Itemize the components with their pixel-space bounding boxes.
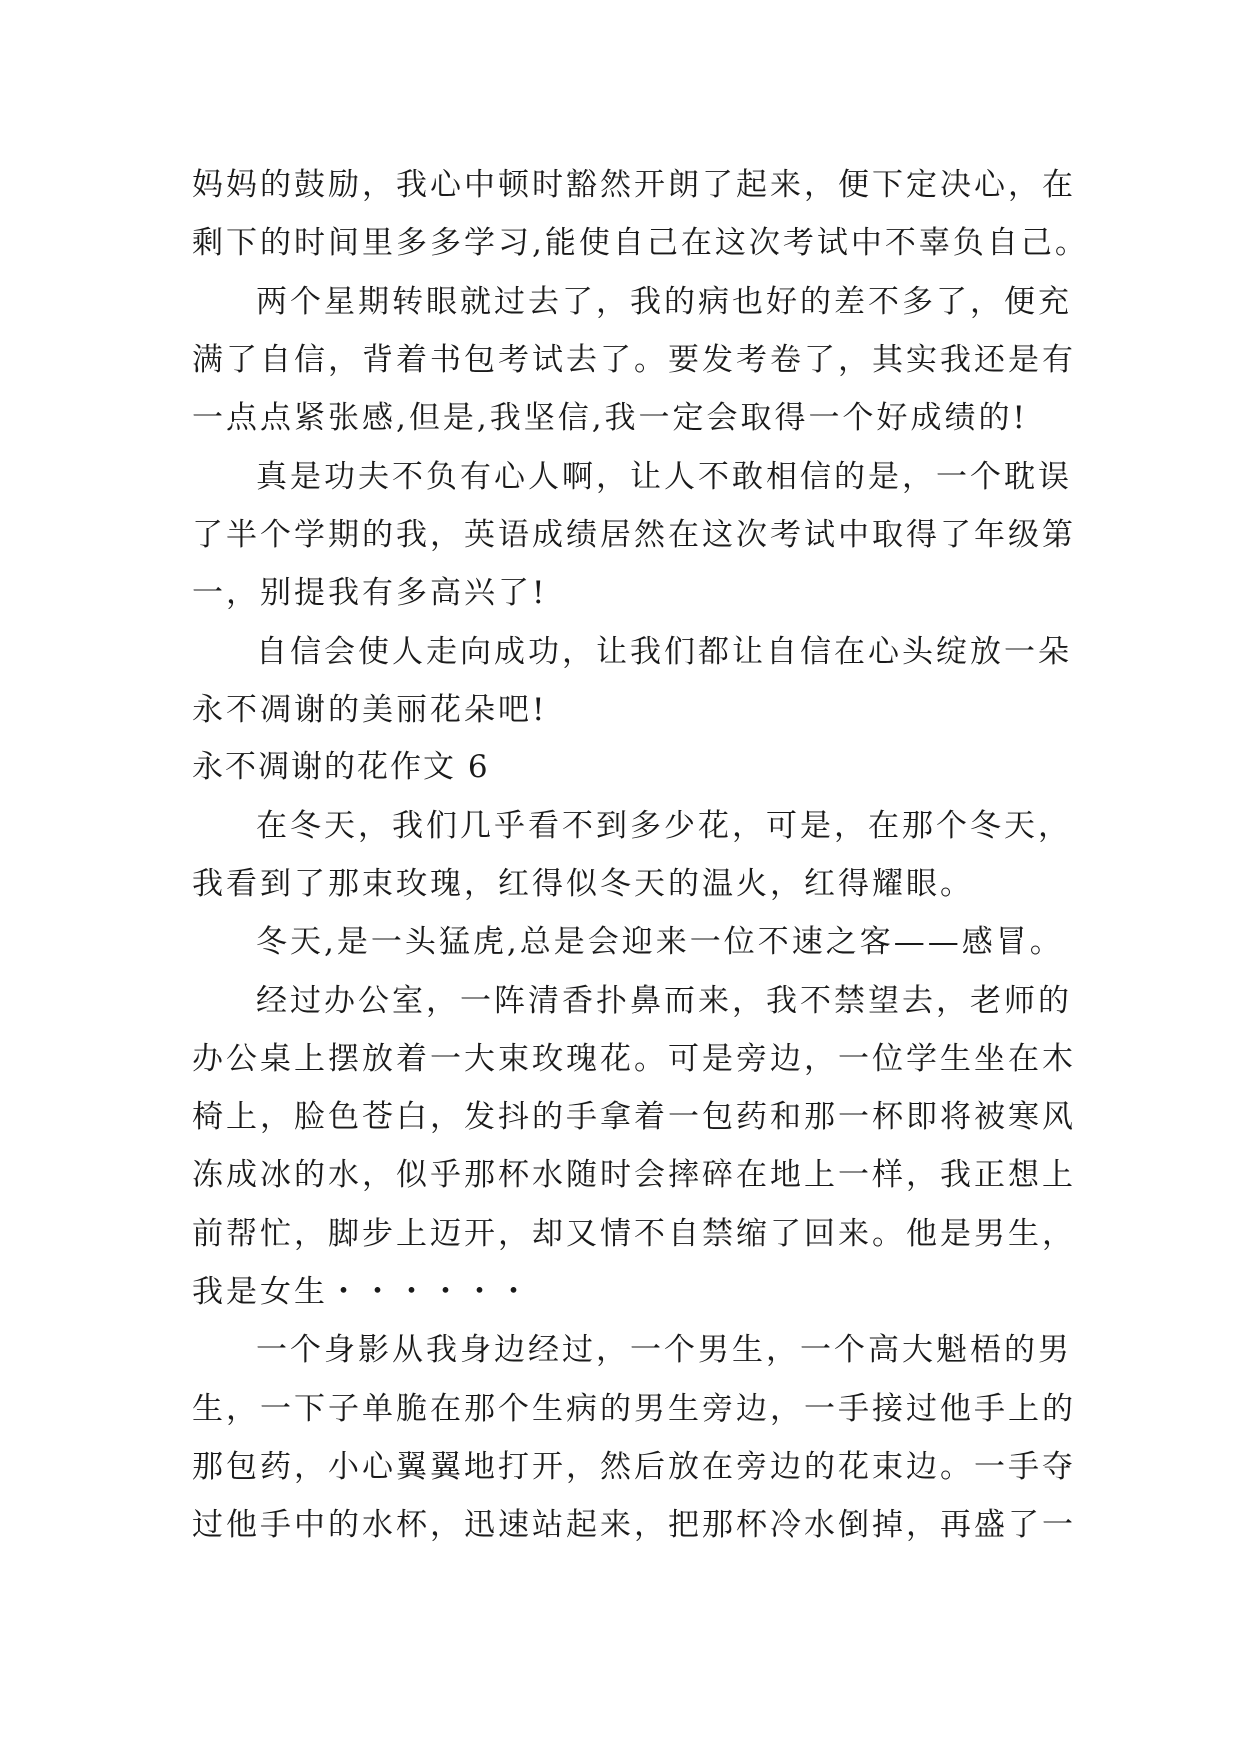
text-line: 我看到了那束玫瑰，红得似冬天的温火，红得耀眼。 xyxy=(192,866,974,902)
text-line: 椅上，脸色苍白，发抖的手拿着一包药和那一杯即将被寒风 xyxy=(192,1099,1076,1135)
paragraph-start: 一个身影从我身边经过，一个男生，一个高大魁梧的男 xyxy=(256,1332,1072,1368)
text-line: 我是女生・・・・・・ xyxy=(192,1274,532,1310)
text-line: 一，别提我有多高兴了! xyxy=(192,575,548,611)
text-line: 冻成冰的水，似乎那杯水随时会摔碎在地上一样，我正想上 xyxy=(192,1157,1076,1193)
text-line: 了半个学期的我，英语成绩居然在这次考试中取得了年级第 xyxy=(192,517,1076,553)
paragraph-start: 在冬天，我们几乎看不到多少花，可是，在那个冬天， xyxy=(256,808,1072,844)
text-line: 办公桌上摆放着一大束玫瑰花。可是旁边，一位学生坐在木 xyxy=(192,1041,1076,1077)
text-line: 剩下的时间里多多学习,能使自己在这次考试中不辜负自己。 xyxy=(192,225,1089,261)
text-line: 永不凋谢的美丽花朵吧! xyxy=(192,692,548,728)
section-heading: 永不凋谢的花作文 6 xyxy=(192,749,490,785)
text-line: 那包药，小心翼翼地打开，然后放在旁边的花束边。一手夺 xyxy=(192,1449,1076,1485)
text-line: 一点点紧张感,但是,我坚信,我一定会取得一个好成绩的! xyxy=(192,400,1029,436)
paragraph-start: 真是功夫不负有心人啊，让人不敢相信的是，一个耽误 xyxy=(256,459,1072,495)
paragraph-start: 经过办公室，一阵清香扑鼻而来，我不禁望去，老师的 xyxy=(256,983,1072,1019)
text-line: 生，一下子单脆在那个生病的男生旁边，一手接过他手上的 xyxy=(192,1391,1076,1427)
text-line: 妈妈的鼓励，我心中顿时豁然开朗了起来，便下定决心，在 xyxy=(192,167,1076,203)
paragraph-start: 冬天,是一头猛虎,总是会迎来一位不速之客——感冒。 xyxy=(256,924,1064,960)
text-line: 前帮忙，脚步上迈开，却又情不自禁缩了回来。他是男生， xyxy=(192,1216,1076,1252)
text-line: 满了自信，背着书包考试去了。要发考卷了，其实我还是有 xyxy=(192,342,1076,378)
paragraph-start: 自信会使人走向成功，让我们都让自信在心头绽放一朵 xyxy=(256,634,1072,670)
text-line: 过他手中的水杯，迅速站起来，把那杯冷水倒掉，再盛了一 xyxy=(192,1507,1076,1543)
paragraph-start: 两个星期转眼就过去了，我的病也好的差不多了，便充 xyxy=(256,284,1072,320)
